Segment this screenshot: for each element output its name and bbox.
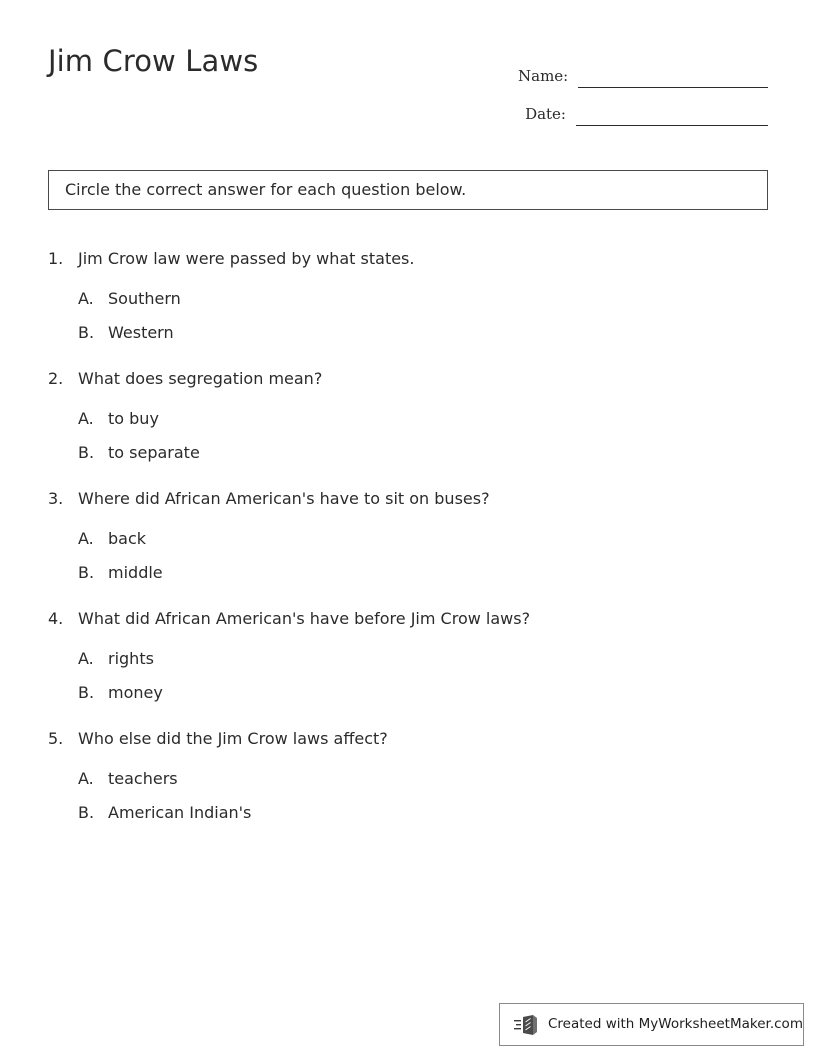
question-text: What does segregation mean? [78, 369, 323, 388]
option-text: to separate [108, 443, 200, 462]
answer-option[interactable] [78, 683, 768, 703]
question-block [48, 369, 768, 463]
name-field-label: Name: [518, 67, 569, 85]
name-field-row [518, 50, 768, 88]
instruction-text: Circle the correct answer for each question below. [65, 180, 467, 200]
option-letter: A. [78, 529, 94, 548]
option-letter: A. [78, 769, 94, 788]
option-text: money [108, 683, 163, 702]
worksheet-maker-badge[interactable] [499, 1003, 804, 1046]
date-field-row [518, 88, 768, 126]
question-list [48, 249, 768, 849]
option-letter: B. [78, 323, 95, 342]
question-block [48, 609, 768, 703]
page-title: Jim Crow Laws [48, 44, 259, 78]
date-field-line[interactable] [576, 105, 768, 126]
answer-option[interactable] [78, 803, 768, 823]
question-block [48, 249, 768, 343]
answer-option[interactable] [78, 769, 768, 789]
option-letter: B. [78, 683, 95, 702]
question-line [48, 369, 768, 389]
question-text: Jim Crow law were passed by what states. [78, 249, 415, 268]
question-number: 1. [48, 249, 64, 268]
option-text: middle [108, 563, 163, 582]
worksheet-header [48, 44, 768, 134]
date-field-label: Date: [525, 105, 566, 123]
option-text: Southern [108, 289, 181, 308]
student-meta-fields [518, 50, 768, 126]
question-line [48, 609, 768, 629]
option-text: to buy [108, 409, 159, 428]
question-line [48, 249, 768, 269]
answer-option[interactable] [78, 649, 768, 669]
answer-option[interactable] [78, 323, 768, 343]
option-text: American Indian's [108, 803, 252, 822]
option-letter: B. [78, 563, 95, 582]
option-letter: B. [78, 803, 95, 822]
question-block [48, 489, 768, 583]
option-letter: A. [78, 649, 94, 668]
option-text: teachers [108, 769, 178, 788]
question-number: 5. [48, 729, 64, 748]
question-text: Who else did the Jim Crow laws affect? [78, 729, 388, 748]
question-text: What did African American's have before Jim Crow laws? [78, 609, 531, 628]
answer-option[interactable] [78, 529, 768, 549]
answer-option[interactable] [78, 563, 768, 583]
option-text: Western [108, 323, 174, 342]
option-letter: B. [78, 443, 95, 462]
option-letter: A. [78, 289, 94, 308]
question-line [48, 729, 768, 749]
question-number: 4. [48, 609, 64, 628]
answer-option[interactable] [78, 289, 768, 309]
question-number: 2. [48, 369, 64, 388]
option-text: back [108, 529, 147, 548]
option-letter: A. [78, 409, 94, 428]
answer-option[interactable] [78, 409, 768, 429]
worksheet-maker-logo-icon [514, 1014, 540, 1036]
question-line [48, 489, 768, 509]
instruction-box [48, 170, 768, 210]
answer-option[interactable] [78, 443, 768, 463]
question-text: Where did African American's have to sit on buses? [78, 489, 490, 508]
question-number: 3. [48, 489, 64, 508]
name-field-line[interactable] [578, 67, 768, 88]
question-block [48, 729, 768, 823]
option-text: rights [108, 649, 154, 668]
worksheet-maker-badge-text: Created with MyWorksheetMaker.com [548, 1016, 803, 1033]
